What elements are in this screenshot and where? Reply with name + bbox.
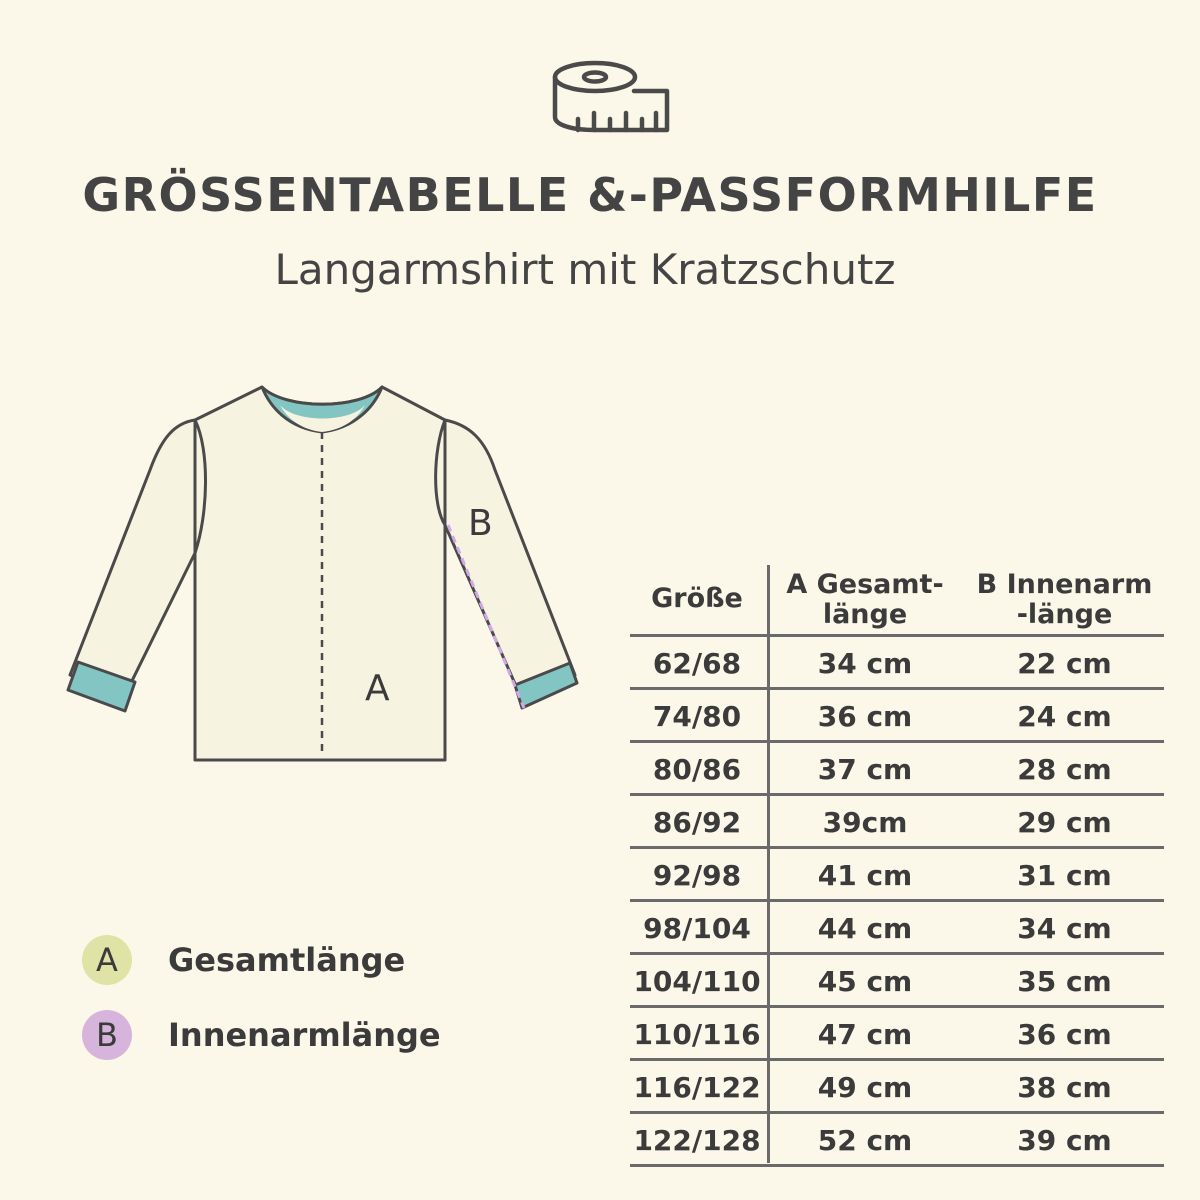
cell-innenarmlaenge: 28 cm <box>1017 753 1112 786</box>
cell-innenarmlaenge: 36 cm <box>1017 1018 1112 1051</box>
cell-size: 116/122 <box>633 1071 761 1104</box>
size-table <box>630 560 1164 1167</box>
cell-innenarmlaenge: 35 cm <box>1017 965 1112 998</box>
cell-size: 104/110 <box>633 965 761 998</box>
cell-size: 110/116 <box>633 1018 761 1051</box>
table-row <box>630 743 1164 796</box>
cell-innenarmlaenge: 34 cm <box>1017 912 1112 945</box>
legend-label-b: Innenarmlänge <box>168 1016 441 1054</box>
cell-gesamtlaenge: 49 cm <box>817 1071 913 1104</box>
legend-item-a <box>82 935 405 985</box>
table-row <box>630 1008 1164 1061</box>
table-row <box>630 1061 1164 1114</box>
table-row <box>630 1114 1164 1167</box>
legend-badge-b: B <box>82 1010 132 1060</box>
header-a-line1: A Gesamt- <box>786 569 944 600</box>
header-b-line1: B Innenarm <box>976 569 1153 600</box>
cell-innenarmlaenge: 39 cm <box>1017 1124 1112 1157</box>
cell-size: 92/98 <box>652 859 742 892</box>
cell-innenarmlaenge: 22 cm <box>1017 647 1112 680</box>
legend-label-a: Gesamtlänge <box>168 941 406 979</box>
cell-gesamtlaenge: 52 cm <box>817 1124 913 1157</box>
shirt-body <box>195 387 445 760</box>
cell-gesamtlaenge: 41 cm <box>817 859 913 892</box>
left-sleeve <box>70 420 195 695</box>
cell-gesamtlaenge: 36 cm <box>817 700 913 733</box>
table-row <box>630 955 1164 1008</box>
measuring-tape-icon <box>550 55 674 135</box>
cell-innenarmlaenge: 29 cm <box>1017 806 1112 839</box>
cell-gesamtlaenge: 44 cm <box>817 912 913 945</box>
page-title: GRÖSSENTABELLE &-PASSFORMHILFE <box>82 168 1098 222</box>
table-row <box>630 637 1164 690</box>
cell-gesamtlaenge: 37 cm <box>817 753 913 786</box>
table-header <box>630 560 1164 637</box>
table-row <box>630 796 1164 849</box>
cell-innenarmlaenge: 24 cm <box>1017 700 1112 733</box>
page-subtitle: Langarmshirt mit Kratzschutz <box>274 245 896 294</box>
header-b-line2: -länge <box>1016 599 1113 630</box>
cell-size: 86/92 <box>652 806 742 839</box>
legend-item-b <box>82 1010 441 1060</box>
cell-size: 98/104 <box>643 912 751 945</box>
table-body <box>630 637 1164 1167</box>
table-row <box>630 690 1164 743</box>
cell-size: 80/86 <box>652 753 742 786</box>
header-a-line2: länge <box>822 599 908 630</box>
cell-gesamtlaenge: 34 cm <box>817 647 913 680</box>
cell-size: 62/68 <box>652 647 742 680</box>
cell-innenarmlaenge: 38 cm <box>1017 1071 1112 1104</box>
label-b: B <box>468 503 493 544</box>
cell-gesamtlaenge: 45 cm <box>817 965 913 998</box>
header-a <box>770 570 960 630</box>
cell-size: 74/80 <box>652 700 742 733</box>
shirt-diagram <box>60 375 600 775</box>
label-a: A <box>365 668 390 709</box>
cell-gesamtlaenge: 39cm <box>822 806 908 839</box>
header-b <box>965 570 1164 630</box>
header-size: Größe <box>651 583 743 614</box>
cell-innenarmlaenge: 31 cm <box>1017 859 1112 892</box>
right-sleeve <box>445 420 575 695</box>
cell-gesamtlaenge: 47 cm <box>817 1018 913 1051</box>
legend-badge-a: A <box>82 935 132 985</box>
table-row <box>630 849 1164 902</box>
table-row <box>630 902 1164 955</box>
cell-size: 122/128 <box>633 1124 761 1157</box>
